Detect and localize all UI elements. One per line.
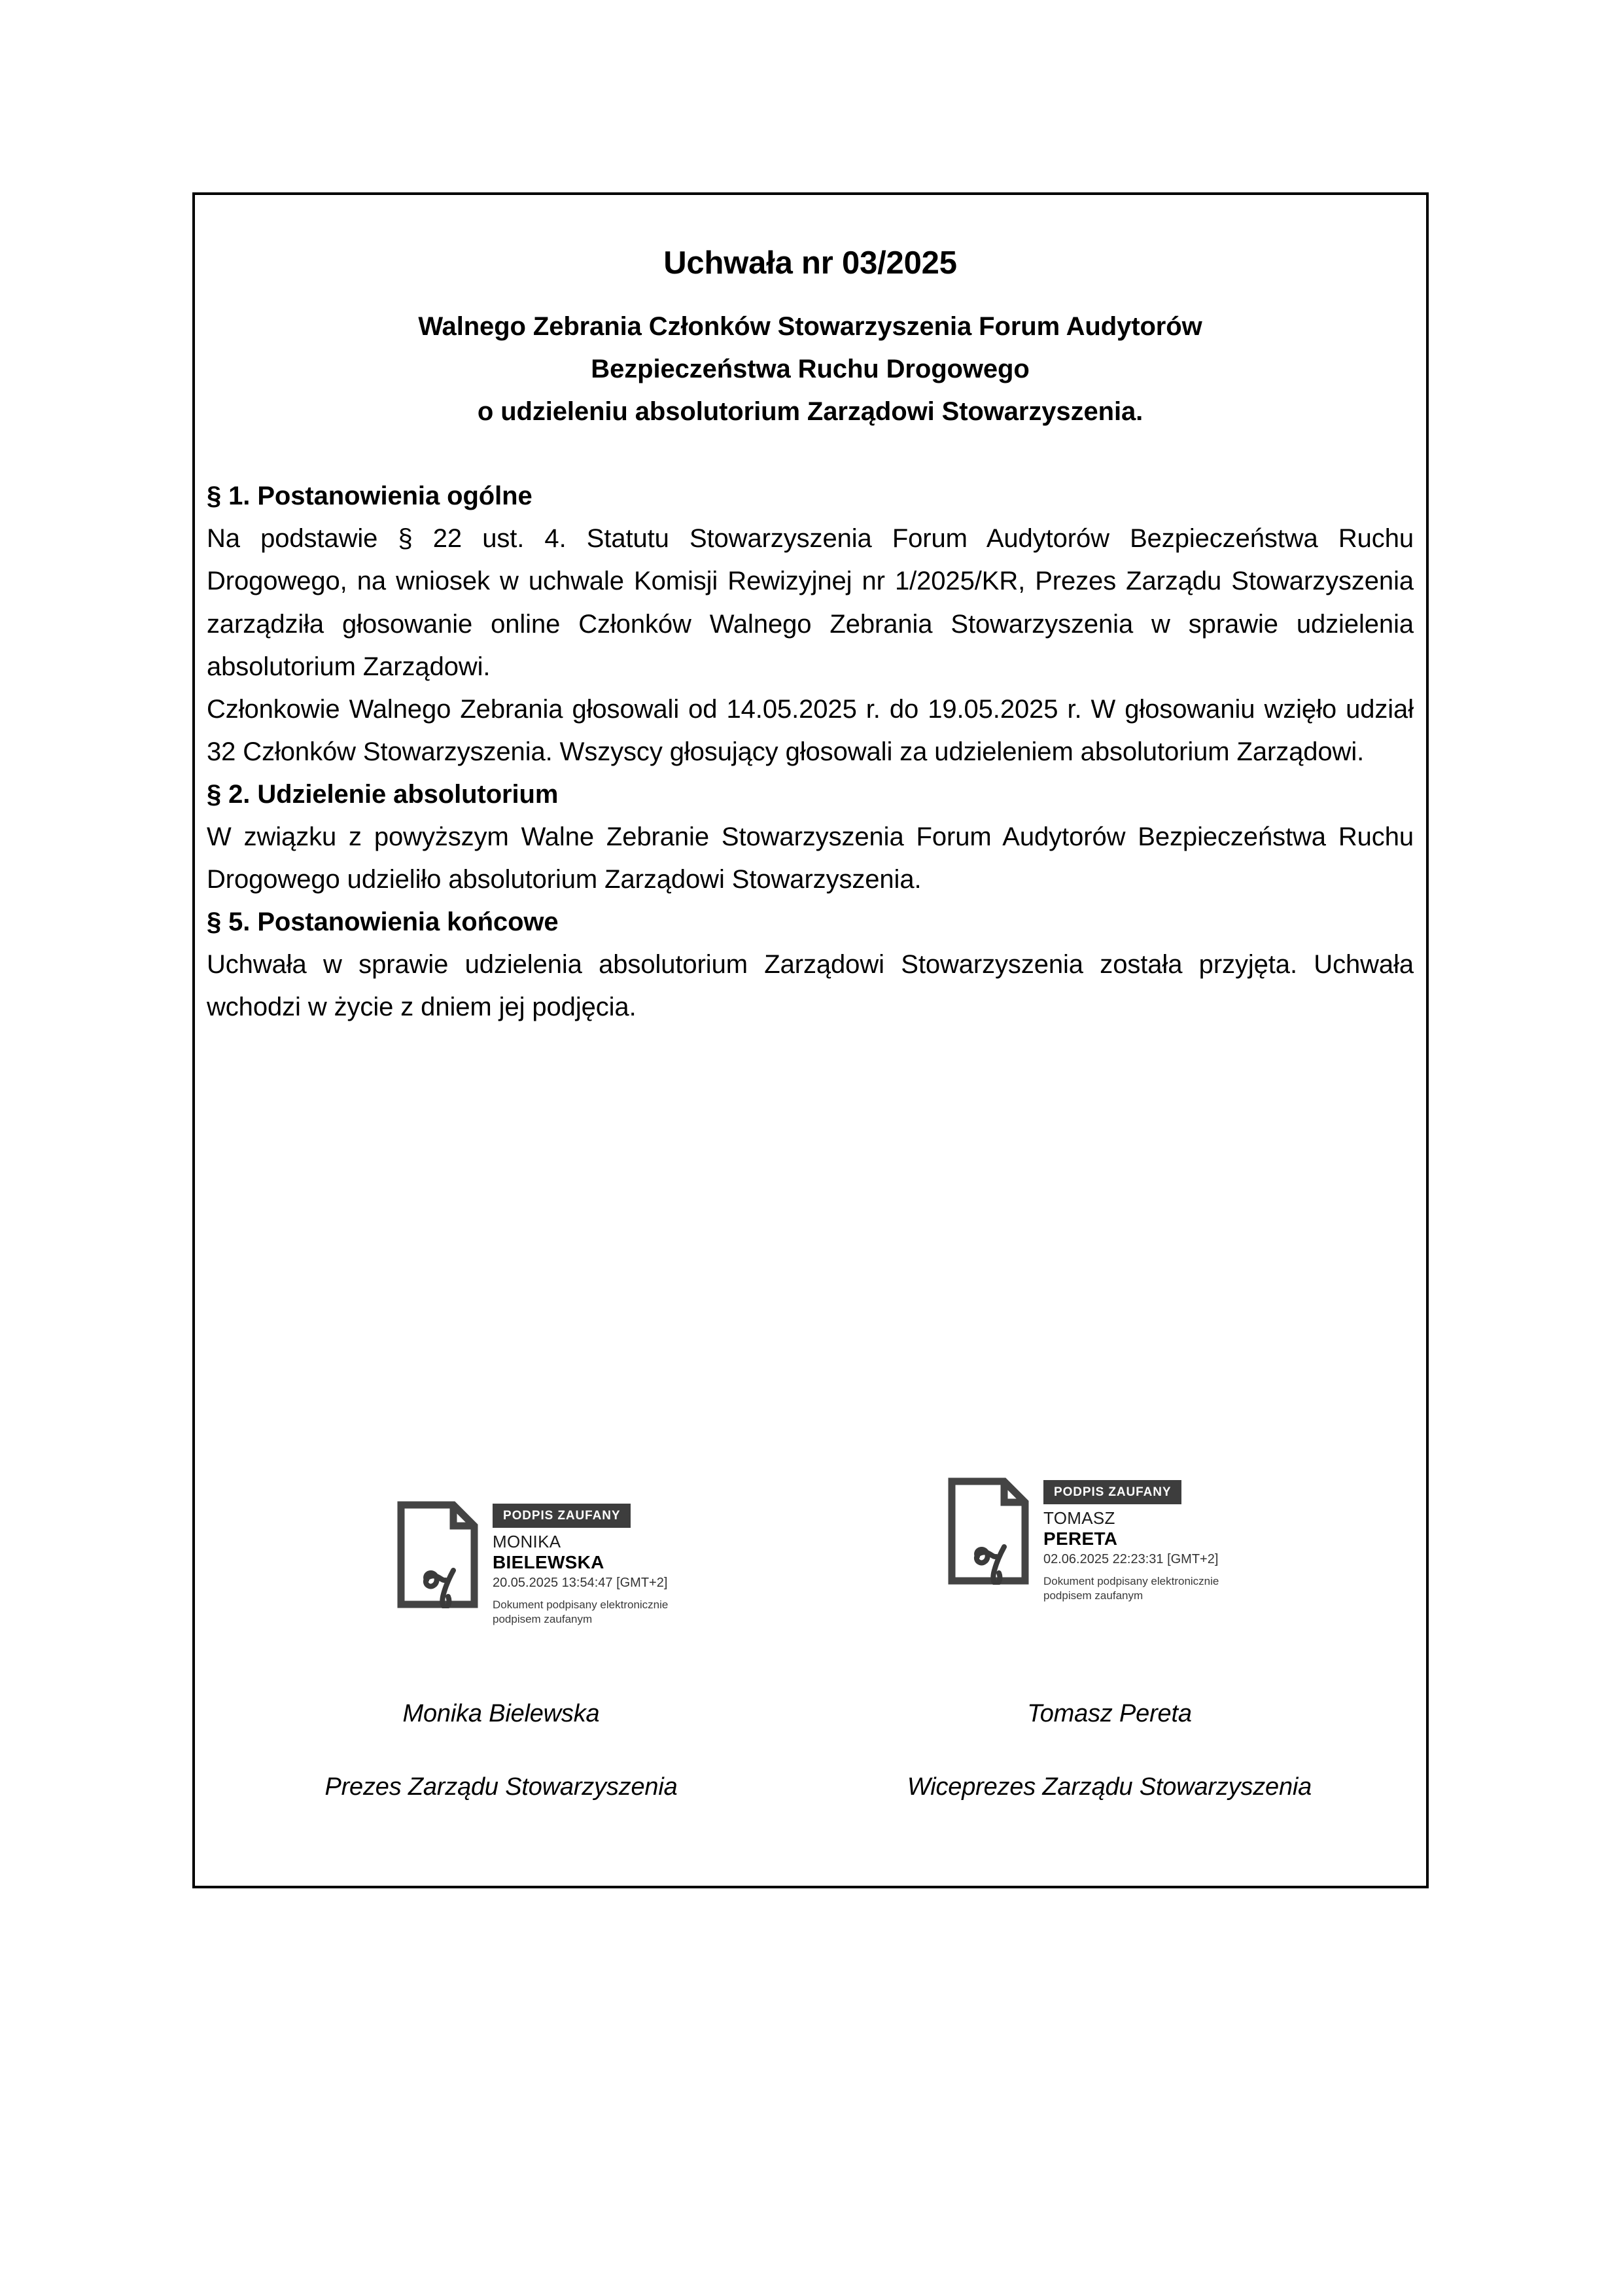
- signature-timestamp: 20.05.2025 13:54:47 [GMT+2]: [493, 1575, 668, 1590]
- signatory-name-right: Tomasz Pereta: [1027, 1700, 1192, 1727]
- signature-note-line-1: Dokument podpisany elektronicznie: [1043, 1574, 1219, 1587]
- signatory-name-left: Monika Bielewska: [402, 1700, 600, 1727]
- title-body-spacer: [207, 433, 1414, 475]
- subtitle-line-1: Walnego Zebrania Członków Stowarzyszenia Forum Audytorów: [418, 312, 1202, 341]
- signatory-role-right: Wiceprezes Zarządu Stowarzyszenia: [907, 1773, 1312, 1801]
- document-page-border: [192, 192, 1429, 1888]
- signature-area: [207, 1477, 1414, 1896]
- trusted-signature-badge: PODPIS ZAUFANY: [1043, 1480, 1181, 1504]
- section-heading-5: § 5. Postanowienia końcowe: [207, 908, 559, 937]
- subtitle-line-2: Bezpieczeństwa Ruchu Drogowego: [591, 354, 1030, 383]
- subtitle-line-3: o udzieleniu absolutorium Zarządowi Stowarzyszenia.: [477, 397, 1143, 426]
- signature-note-line-2: podpisem zaufanym: [1043, 1589, 1143, 1602]
- signature-note-line-1: Dokument podpisany elektronicznie: [493, 1598, 669, 1611]
- signed-document-icon: [948, 1477, 1029, 1585]
- trusted-signature-badge: PODPIS ZAUFANY: [493, 1504, 631, 1528]
- signature-timestamp: 02.06.2025 22:23:31 [GMT+2]: [1043, 1551, 1219, 1566]
- signed-document-icon: [397, 1501, 478, 1608]
- signature-stamp-left-info: [493, 1501, 668, 1626]
- signature-note: [493, 1598, 668, 1627]
- signatory-role-left: Prezes Zarządu Stowarzyszenia: [324, 1773, 678, 1801]
- signer-first-name: TOMASZ: [1043, 1508, 1115, 1528]
- section-2-paragraph-1: W związku z powyższym Walne Zebranie Stowarzyszenia Forum Audytorów Bezpieczeństwa Ruchu Drogowego udzieliło absolutorium Zarządowi Stowarzyszenia.: [207, 822, 1414, 894]
- section-heading-1: § 1. Postanowienia ogólne: [207, 482, 532, 511]
- signer-last-name: BIELEWSKA: [493, 1551, 604, 1572]
- section-1-paragraph-2: Członkowie Walnego Zebrania głosowali od 14.05.2025 r. do 19.05.2025 r. W głosowaniu wzięło udział 32 Członków Stowarzyszenia. Wszyscy głosujący głosowali za udzieleniem absolutorium Zarządowi.: [207, 694, 1414, 767]
- signature-stamp-left: [397, 1501, 668, 1626]
- signature-stamp-right: [948, 1477, 1219, 1602]
- signature-note-line-2: podpisem zaufanym: [493, 1612, 593, 1625]
- document-subtitle: [207, 306, 1414, 433]
- section-heading-2: § 2. Udzielenie absolutorium: [207, 780, 559, 809]
- signature-note: [1043, 1574, 1219, 1603]
- section-5-paragraph-1: Uchwała w sprawie udzielenia absolutorium Zarządowi Stowarzyszenia została przyjęta. Uchwała wchodzi w życie z dniem jej podjęcia.: [207, 950, 1414, 1022]
- page-title: Uchwała nr 03/2025: [663, 245, 957, 281]
- signer-first-name: MONIKA: [493, 1532, 561, 1551]
- document-content: [207, 195, 1414, 1888]
- section-1-paragraph-1: Na podstawie § 22 ust. 4. Statutu Stowarzyszenia Forum Audytorów Bezpieczeństwa Ruchu Drogowego, na wniosek w uchwale Komisji Rewizyjnej nr 1/2025/KR, Prezes Zarządu Stowarzyszenia zarządziła głosowanie online Członków Walnego Zebrania Stowarzyszenia w sprawie udzielenia absolutorium Zarządowi.: [207, 524, 1414, 681]
- signature-stamp-right-info: [1043, 1477, 1219, 1602]
- signer-last-name: PERETA: [1043, 1528, 1118, 1549]
